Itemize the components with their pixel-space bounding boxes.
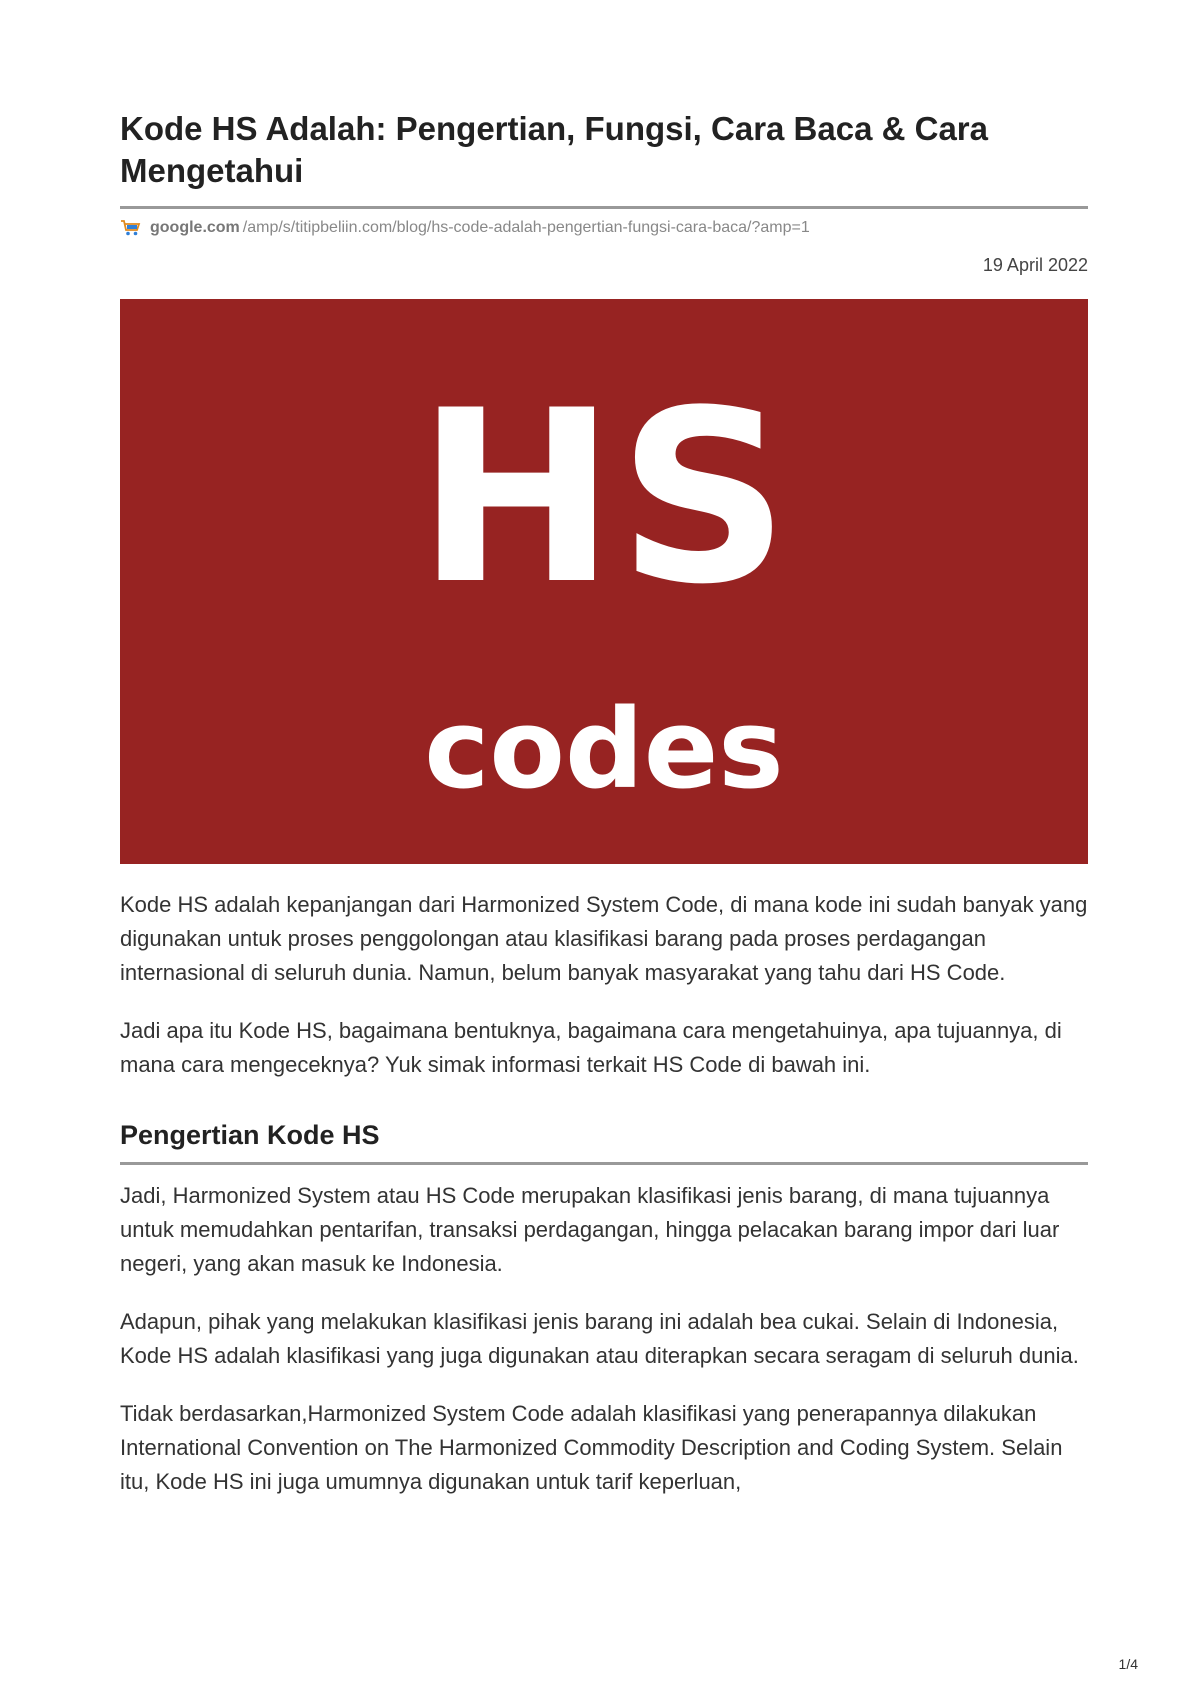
publish-date: 19 April 2022 [982,255,1088,275]
hero-text-codes: codes [424,685,784,813]
source-domain[interactable]: google.com [150,219,240,236]
article-title: Kode HS Adalah: Pengertian, Fungsi, Cara Baca & Cara Mengetahui [120,108,1088,209]
section-heading: Pengertian Kode HS [120,1118,1088,1165]
intro-paragraph-2: Jadi apa itu Kode HS, bagaimana bentuknya, bagaimana cara mengetahuinya, apa tujuannya, di mana cara mengeceknya? Yuk simak informasi terkait HS Code di bawah ini. [120,1018,1062,1077]
page-number: 1/4 [1118,1656,1138,1672]
intro-paragraph-1: Kode HS adalah kepanjangan dari Harmonized System Code, di mana kode ini sudah banyak yang digunakan untuk proses penggolongan atau klasifikasi barang pada proses perdagangan internasional di seluruh dunia. Namun, belum banyak masyarakat yang tahu dari HS Code. [120,892,1088,985]
article [120,108,1088,1499]
section-paragraph-3: Tidak berdasarkan,Harmonized System Code adalah klasifikasi yang penerapannya dilakukan International Convention on The Harmonized Commodity Description and Coding System. Selain itu, Kode HS ini juga umumnya digunakan untuk tarif keperluan, [120,1401,1063,1494]
hero-image [120,299,1088,864]
hero-text-hs: HS [416,360,792,637]
source-line [120,217,1088,239]
shopping-cart-icon [120,219,142,237]
section-paragraph-1: Jadi, Harmonized System atau HS Code merupakan klasifikasi jenis barang, di mana tujuannya untuk memudahkan pentarifan, transaksi perdagangan, hingga pelacakan barang impor dari luar negeri, yang akan masuk ke Indonesia. [120,1183,1060,1276]
source-path[interactable]: /amp/s/titipbeliin.com/blog/hs-code-adalah-pengertian-fungsi-cara-baca/?amp=1 [242,219,810,236]
section-paragraph-2: Adapun, pihak yang melakukan klasifikasi jenis barang ini adalah bea cukai. Selain di Indonesia, Kode HS adalah klasifikasi yang juga digunakan atau diterapkan secara seragam di seluruh dunia. [120,1309,1079,1368]
